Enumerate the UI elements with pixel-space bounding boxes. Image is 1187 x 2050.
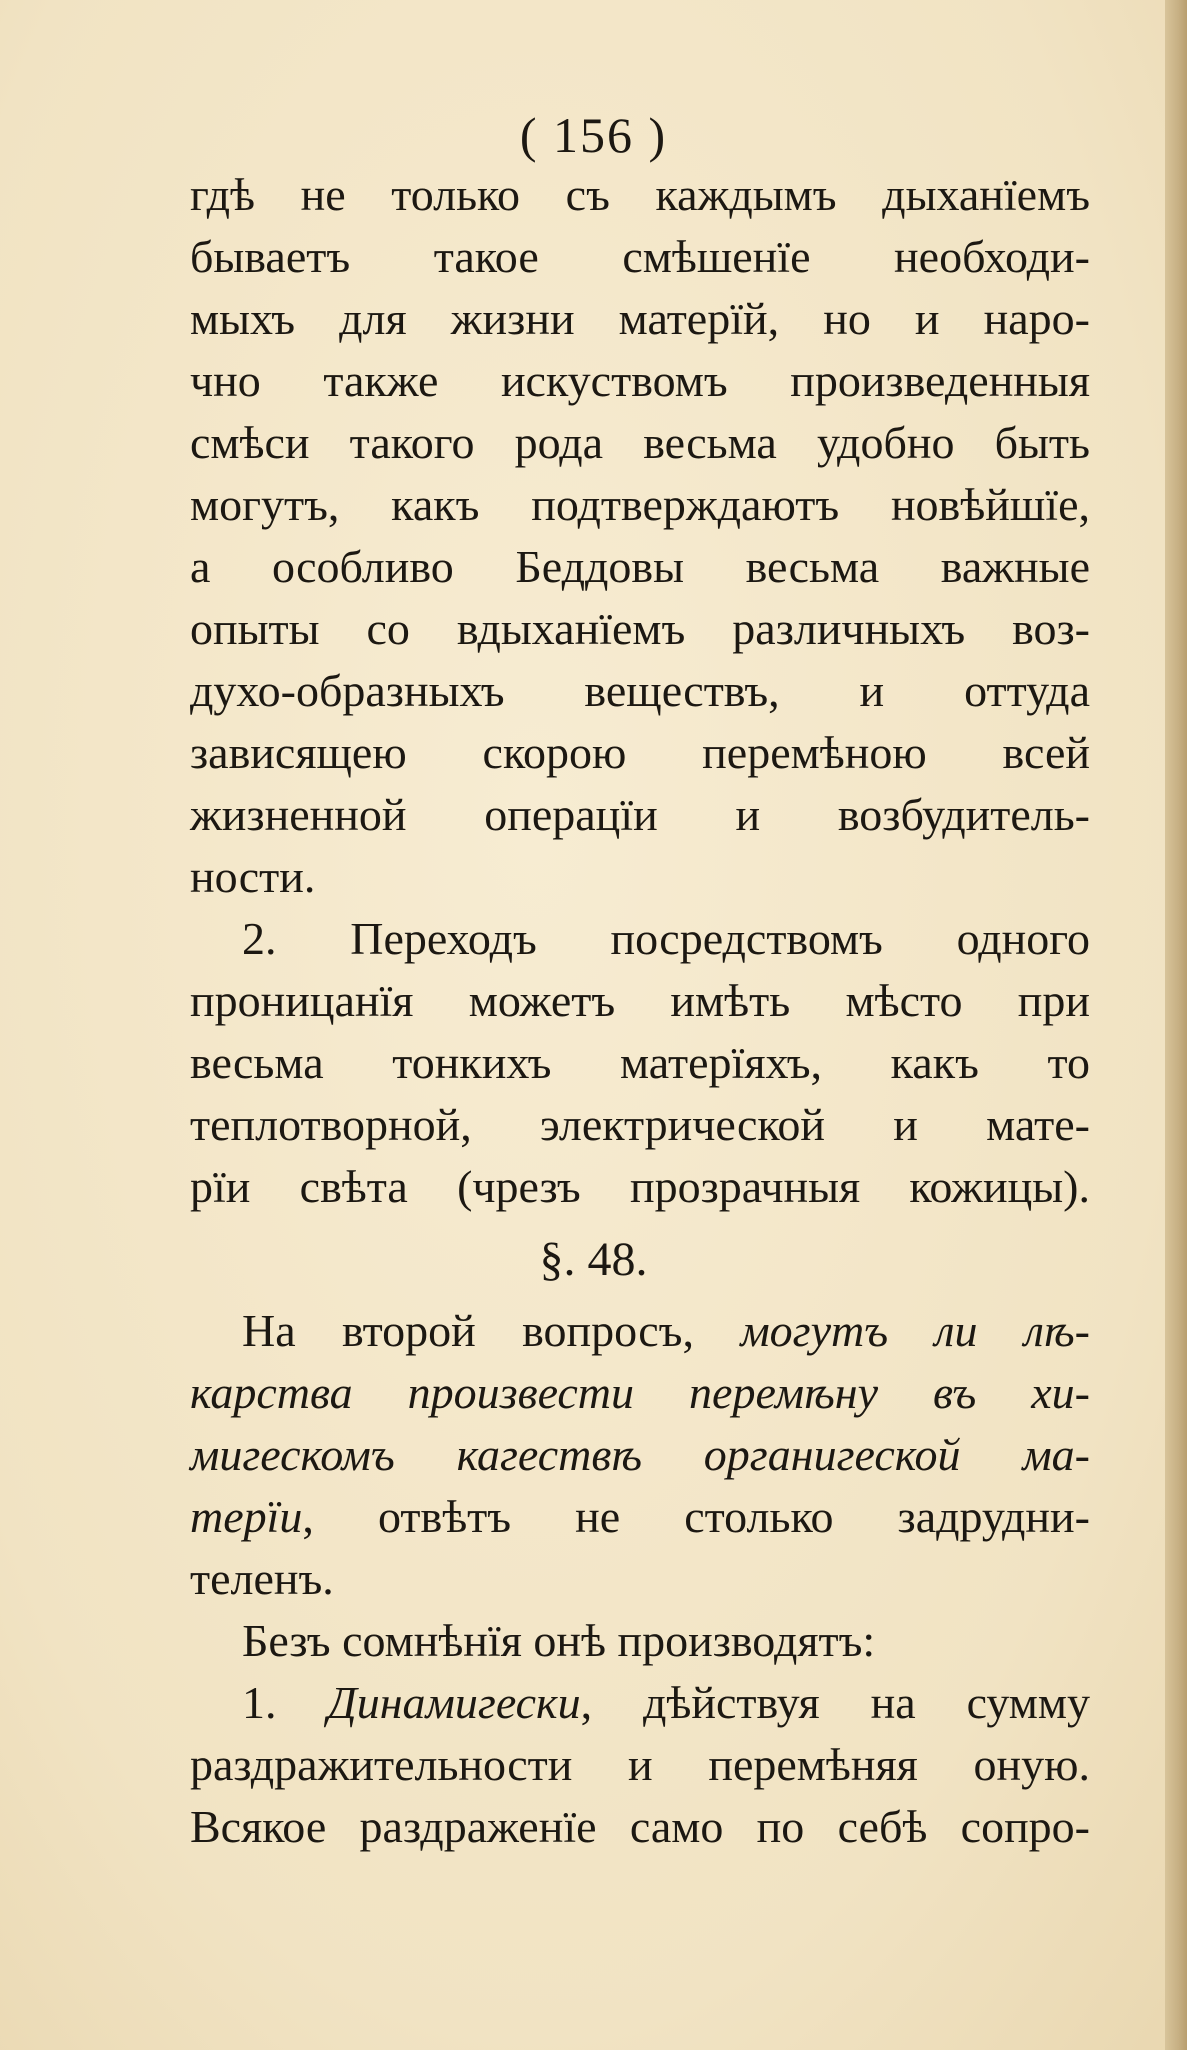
text-line: теплотворной, электрической и мате- [190,1099,1090,1150]
text-line [190,1486,1090,1548]
text-line: 2. Переходъ посредствомъ одного [242,913,1090,964]
text-line: зависящею скорою перемѣною всей [190,727,1090,778]
section-heading: §. 48. [539,1233,648,1286]
text-line: духо-образныхъ веществъ, и оттуда [190,665,1090,716]
text-line [190,1672,1090,1734]
text-line: теленъ. [190,1553,334,1604]
text-line: мыхъ для жизни матерїй, но и наро- [190,293,1090,344]
paragraph-continuation [190,164,1090,1218]
text-line: жизненной операцїи и возбудитель- [190,789,1090,840]
text-line: а особливо Беддовы весьма важные [190,541,1090,592]
italic-run: карства произвести перемѣну въ хи- [190,1367,1090,1418]
italic-run: мигескомъ кагествѣ органигеской ма- [190,1429,1090,1480]
text-run: , дѣйствуя на сумму [580,1677,1091,1728]
text-line [190,1300,1090,1362]
text-line: бываетъ такое смѣшенїе необходи- [190,231,1090,282]
text-line: чно также искуствомъ произведенныя [190,355,1090,406]
text-line: Всякое раздраженїе само по себѣ сопро- [190,1801,1090,1852]
page-number-header: ( 156 ) [519,107,668,163]
text-run: На второй вопросъ, [242,1305,741,1356]
text-line: проницанїя можетъ имѣть мѣсто при [190,975,1090,1026]
text-line: раздражительности и перемѣняя оную. [190,1739,1090,1790]
text-line: весьма тонкихъ матерїяхъ, какъ то [190,1037,1090,1088]
text-line: Безъ сомнѣнїя онѣ производятъ: [242,1615,876,1666]
text-line [190,1362,1090,1424]
italic-run: терїи [190,1491,303,1542]
text-line: опыты со вдыханїемъ различныхъ воз- [190,603,1090,654]
page-edge-shadow [1165,0,1187,2050]
text-line: ности. [190,851,316,902]
text-line: рїи свѣта (чрезъ прозрачныя кожицы). [190,1161,1090,1212]
text-line: гдѣ не только съ каждымъ дыханїемъ [190,169,1090,220]
italic-run: могутъ ли лѣ- [740,1305,1090,1356]
italic-run: Динамигески [327,1677,581,1728]
text-line [190,1424,1090,1486]
paragraph-section-48 [190,1300,1090,1858]
text-line: могутъ, какъ подтверждаютъ новѣйшїе, [190,479,1090,530]
text-run: , отвѣтъ не столько задрудни- [302,1491,1090,1542]
text-line: смѣси такого рода весьма удобно быть [190,417,1090,468]
text-run: 1. [242,1677,328,1728]
